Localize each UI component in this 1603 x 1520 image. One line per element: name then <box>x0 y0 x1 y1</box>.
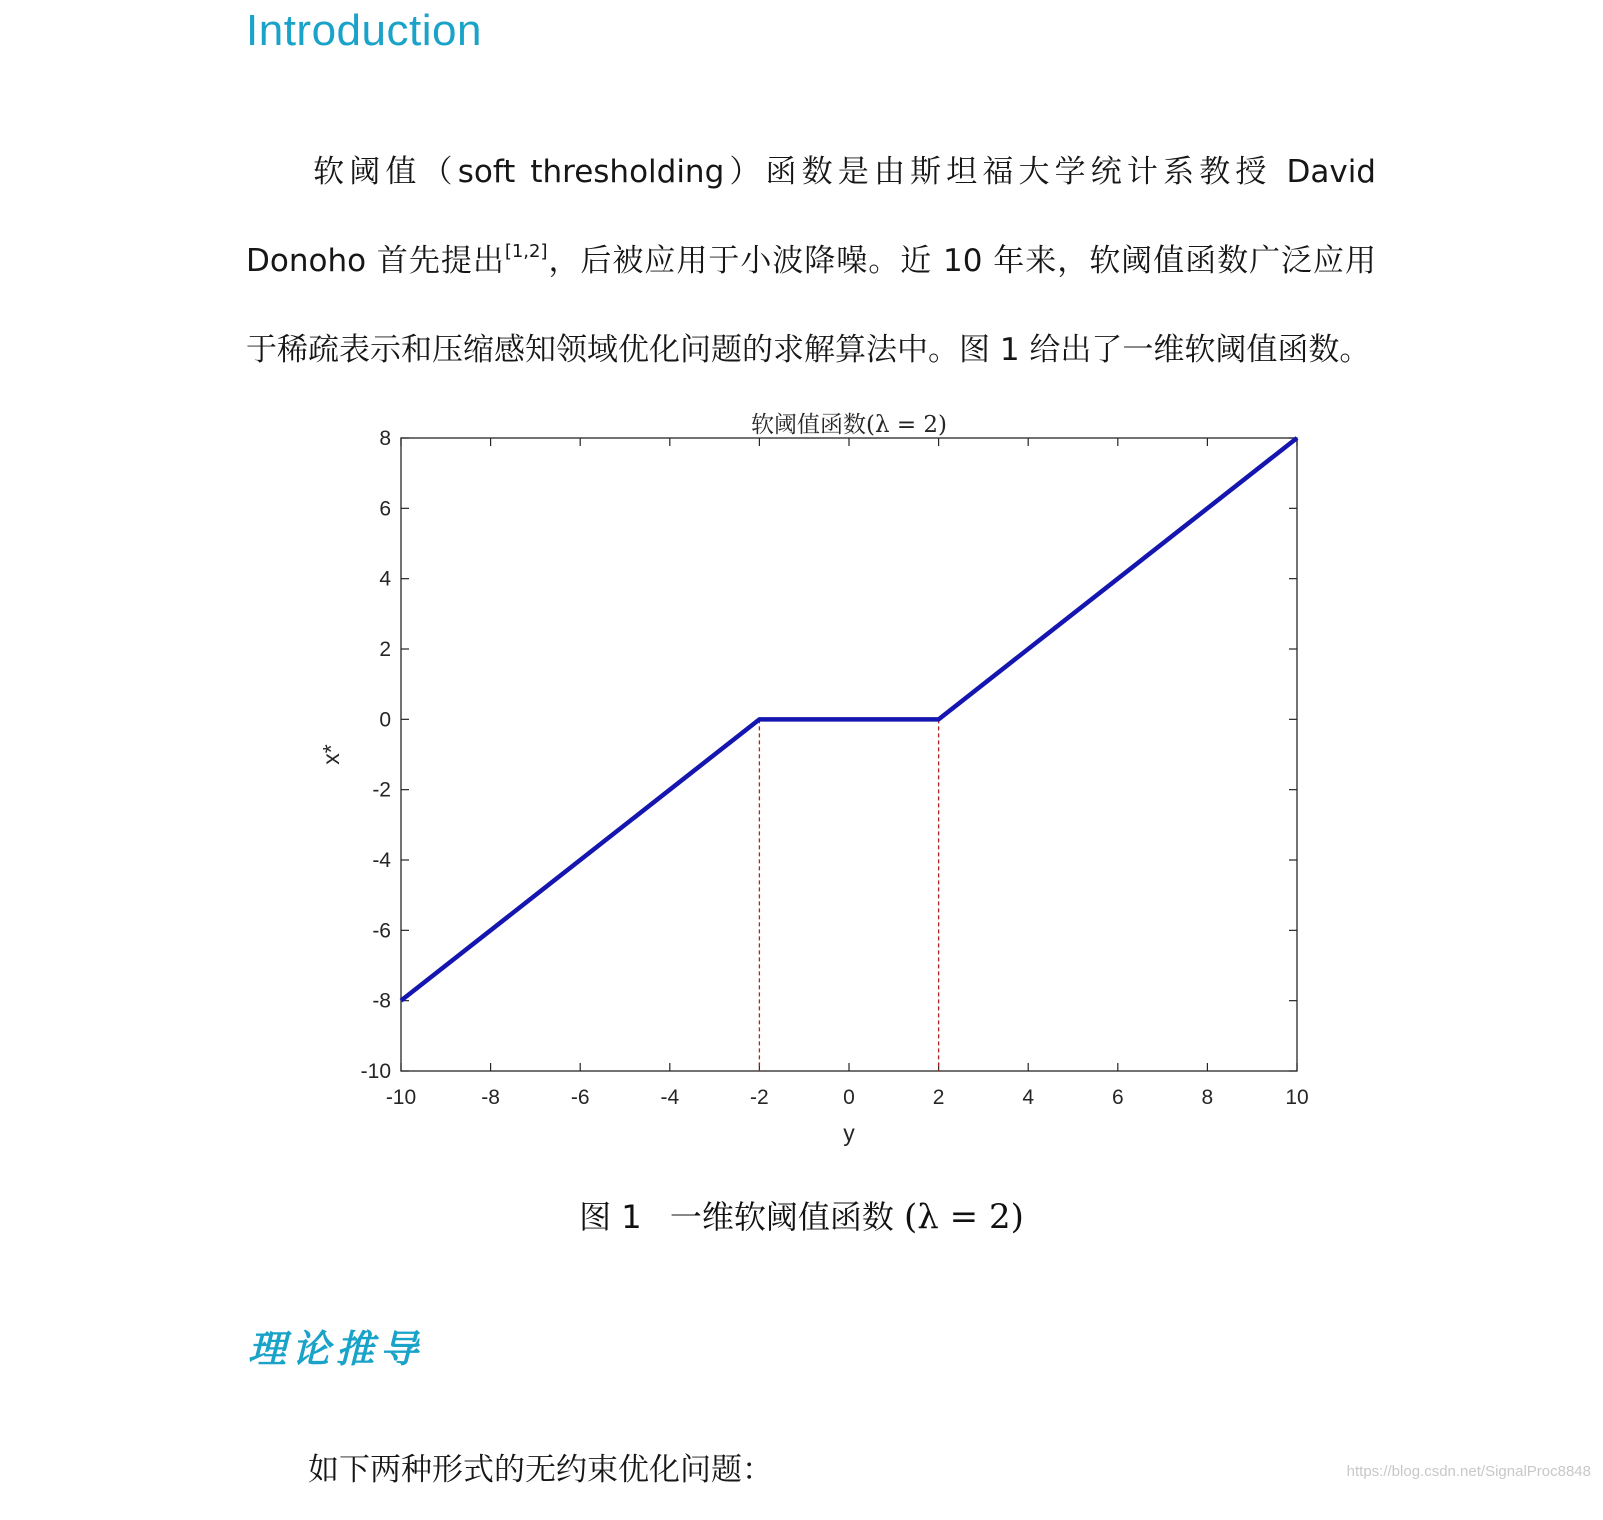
x-axis-label: y <box>843 1120 855 1146</box>
x-tick-label: -4 <box>660 1086 680 1109</box>
figure-caption-number: 图 1 <box>579 1198 642 1236</box>
paragraph-text-part-1: 软阈值（soft thresholding）函数是由斯坦福大学统计系教授 David Donoho 首先提出 <box>246 154 1376 279</box>
y-tick-label: 2 <box>379 638 391 661</box>
y-tick-label: -6 <box>372 919 391 943</box>
y-tick-label: 6 <box>379 497 391 521</box>
x-tick-label: 10 <box>1285 1086 1309 1109</box>
x-tick-label: -2 <box>750 1086 769 1109</box>
section-heading-introduction: Introduction <box>246 6 482 55</box>
y-tick-label: -8 <box>372 989 391 1013</box>
y-tick-label: -10 <box>360 1060 391 1083</box>
soft-threshold-chart <box>300 398 1340 1158</box>
x-tick-label: -8 <box>481 1086 500 1109</box>
y-tick-label: 0 <box>379 708 391 732</box>
x-tick-label: 0 <box>843 1086 855 1109</box>
figure-caption <box>0 1192 1603 1238</box>
y-tick-label: -4 <box>372 849 391 872</box>
y-axis-label: x* <box>318 744 344 765</box>
x-tick-label: 4 <box>1022 1086 1035 1109</box>
chart-title: 软阈值函数(λ = 2) <box>750 412 948 438</box>
figure-caption-math: (λ = 2) <box>904 1197 1024 1237</box>
x-tick-label: 8 <box>1201 1086 1214 1109</box>
figure-caption-text: 一维软阈值函数 <box>669 1198 894 1236</box>
intro-paragraph <box>246 128 1376 395</box>
y-tick-label: 4 <box>379 567 391 591</box>
plot-area-frame <box>401 438 1297 1071</box>
y-tick-label: 8 <box>379 427 391 450</box>
x-tick-label: -10 <box>385 1086 417 1109</box>
y-tick-label: -2 <box>372 778 391 802</box>
x-tick-label: 6 <box>1111 1086 1124 1109</box>
watermark-url: https://blog.csdn.net/SignalProc8848 <box>1346 1463 1591 1480</box>
x-tick-label: 2 <box>932 1086 945 1109</box>
section-heading-theory: 理论推导 <box>248 1326 425 1371</box>
paragraph-text-part-2: ，后被应用于小波降噪。近 10 年来，软阈值函数广泛应用于稀疏表示和压缩感知领域优化问题的求解算法中。图 1 给出了一维软阈值函数。 <box>246 243 1377 368</box>
x-tick-label: -6 <box>570 1086 590 1109</box>
optimization-intro-line: 如下两种形式的无约束优化问题： <box>308 1452 773 1488</box>
citation-superscript: [1,2] <box>504 241 548 262</box>
chart-svg <box>300 398 1340 1158</box>
